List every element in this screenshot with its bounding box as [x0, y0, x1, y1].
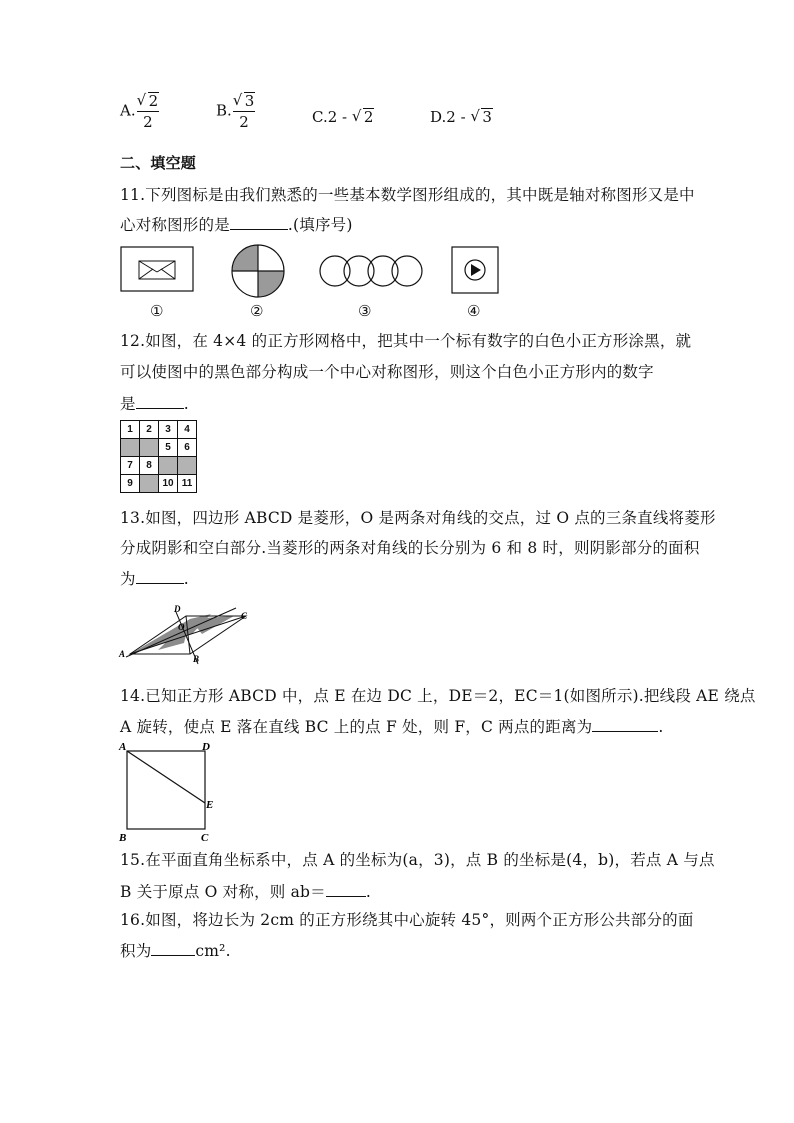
grid-cell: 6: [178, 439, 197, 457]
q16-answer-blank: [151, 940, 195, 956]
option-label: C.: [312, 108, 328, 126]
four-rings-icon: [320, 256, 422, 286]
quadrant-circle-icon: [232, 245, 284, 297]
q11-text-b: .(填序号): [287, 216, 353, 234]
q11-label-4: ④: [467, 302, 481, 320]
q15-text-a: B 关于原点 O 对称，则 ab＝: [120, 883, 326, 901]
q16-text-a: 积为: [120, 942, 152, 960]
option-d: [430, 107, 493, 127]
q11-line1: 11.下列图标是由我们熟悉的一些基本数学图形组成的，其中既是轴对称图形又是中: [120, 186, 695, 204]
radicand: 3: [482, 108, 492, 126]
denominator: 2: [239, 113, 249, 131]
q14-point-c: C: [201, 832, 209, 844]
fraction: [137, 92, 160, 131]
sqrt-symbol: √: [232, 91, 243, 109]
denominator: 2: [143, 113, 153, 131]
option-prefix: 2 -: [327, 108, 352, 126]
square-root: [470, 107, 493, 127]
option-c: [312, 107, 374, 127]
q14-line2: [120, 716, 664, 737]
q13-line2: 分成阴影和空白部分.当菱形的两条对角线的长分别为 6 和 8 时，则阴影部分的面积: [120, 539, 700, 557]
grid-cell: 2: [140, 421, 159, 439]
grid-row: [121, 457, 197, 475]
fraction-bar: [137, 111, 160, 112]
q12-text-a: 是: [120, 395, 136, 413]
q13-point-c: C: [241, 611, 248, 621]
q11-text-a: 心对称图形的是: [120, 216, 230, 234]
option-label: A.: [120, 101, 136, 120]
sqrt-symbol: √: [470, 107, 480, 125]
option-a: [120, 92, 159, 131]
q15-line2: [120, 881, 371, 902]
grid-cell: 10: [159, 475, 178, 493]
q15-line1: 15.在平面直角坐标系中，点 A 的坐标为(a，3)，点 B 的坐标是(4，b)，若点 A 与点: [120, 851, 715, 869]
q13-point-d: D: [174, 604, 181, 614]
grid-row: [121, 421, 197, 439]
section-title: 二、填空题: [120, 154, 197, 172]
q14-point-d: D: [202, 741, 210, 753]
radicand: 3: [244, 92, 255, 110]
q11-answer-blank: [230, 214, 288, 230]
radicand: 2: [363, 108, 374, 126]
q13-text-a: 为: [120, 570, 136, 588]
q16-line1: 16.如图，将边长为 2cm 的正方形绕其中心旋转 45°，则两个正方形公共部分的面: [120, 911, 694, 929]
grid-cell-shaded: [178, 457, 197, 475]
square-root: [352, 107, 375, 127]
grid-cell: 3: [159, 421, 178, 439]
fraction-bar: [233, 111, 256, 112]
grid-cell: 11: [178, 475, 197, 493]
q13-point-b: B: [193, 654, 200, 664]
q15-answer-blank: [326, 881, 366, 897]
grid-cell: 7: [121, 457, 140, 475]
q14-text-b: .: [658, 718, 664, 736]
q12-line2: 可以使图中的黑色部分构成一个中心对称图形，则这个白色小正方形内的数字: [120, 363, 654, 381]
grid-cell: 4: [178, 421, 197, 439]
q13-point-o: O: [178, 622, 185, 632]
envelope-icon: [121, 247, 193, 291]
numerator: [137, 92, 160, 110]
q12-answer-blank: [136, 393, 184, 409]
grid-cell-shaded: [140, 439, 159, 457]
sqrt-symbol: √: [351, 107, 362, 125]
q11-label-2: ②: [250, 302, 264, 320]
grid-cell: 5: [159, 439, 178, 457]
option-label: B.: [216, 101, 232, 120]
q14-point-a: A: [119, 741, 127, 753]
q14-point-e: E: [206, 799, 214, 811]
play-button-icon: [452, 247, 498, 293]
grid-cell-shaded: [159, 457, 178, 475]
q13-rhombus-figure: [116, 600, 256, 666]
q15-text-b: .: [365, 883, 372, 901]
q13-answer-blank: [136, 568, 184, 584]
grid-row: [121, 439, 197, 457]
q12-text-b: .: [183, 395, 189, 413]
grid-cell: 9: [121, 475, 140, 493]
option-b: [216, 92, 255, 131]
q14-text-a: A 旋转，使点 E 落在直线 BC 上的点 F 处，则 F，C 两点的距离为: [120, 718, 593, 736]
q16-line2: [120, 940, 231, 961]
q11-label-1: ①: [150, 302, 164, 320]
option-prefix: 2 -: [446, 108, 471, 126]
square-root: [137, 92, 160, 110]
q14-point-b: B: [119, 832, 127, 844]
square-root: [233, 92, 256, 110]
q13-text-b: .: [183, 570, 189, 588]
q13-point-a: A: [119, 649, 126, 659]
grid-cell-shaded: [140, 475, 159, 493]
numerator: [233, 92, 256, 110]
q14-line1: 14.已知正方形 ABCD 中，点 E 在边 DC 上，DE＝2，EC＝1(如图所示).把线段 AE 绕点: [120, 687, 756, 705]
q13-line3: [120, 568, 189, 589]
q11-line2: [120, 214, 353, 235]
q12-line1: 12.如图，在 4×4 的正方形网格中，把其中一个标有数字的白色小正方形涂黑，就: [120, 332, 692, 350]
q12-number-grid: [120, 420, 197, 493]
q13-line1: 13.如图，四边形 ABCD 是菱形，O 是两条对角线的交点，过 O 点的三条直线将菱形: [120, 509, 716, 527]
q11-label-3: ③: [358, 302, 372, 320]
option-label: D.: [430, 108, 447, 126]
q14-answer-blank: [592, 716, 658, 732]
grid-cell: 8: [140, 457, 159, 475]
q12-line3: [120, 393, 189, 414]
q14-square-figure: [116, 738, 226, 844]
q16-text-b: cm².: [195, 942, 231, 960]
sqrt-symbol: √: [136, 91, 147, 109]
fraction: [233, 92, 256, 131]
grid-cell: 1: [121, 421, 140, 439]
q11-icons-figure: [118, 244, 508, 300]
grid-cell-shaded: [121, 439, 140, 457]
grid-row: [121, 475, 197, 493]
radicand: 2: [148, 92, 159, 110]
